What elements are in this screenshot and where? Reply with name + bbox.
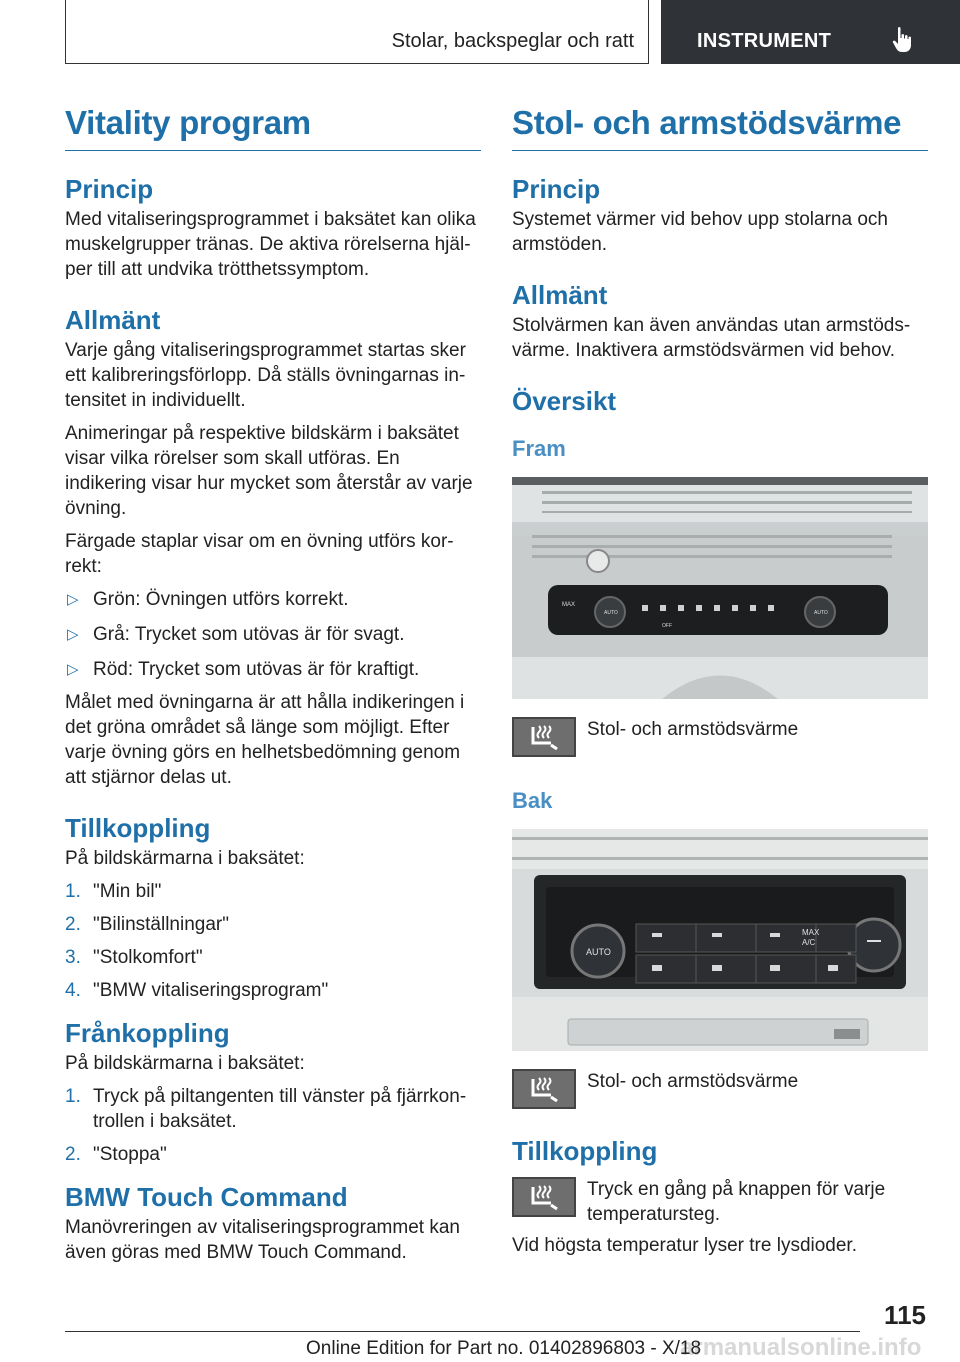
- tillkoppling-heading: Tillkoppling: [512, 1136, 658, 1166]
- triangle-bullet-icon: ▷: [67, 661, 79, 678]
- list-item: 3. "Stolkomfort": [65, 947, 203, 968]
- touch-command-text: Manövreringen av vitaliseringsprogrammet kan även göras med BMW Touch Command.: [65, 1217, 460, 1263]
- bak-heading: Bak: [512, 788, 553, 813]
- allmant-text: Stolvärmen kan även användas utan armstödsvärme. Inaktivera armstödsvärmen vid behov.: [512, 315, 911, 361]
- list-item: 1. Tryck på piltangenten till vänster på fjärrkontrollen i baksätet.: [65, 1086, 467, 1132]
- allmant-paragraph-2: Animeringar på respektive bildskärm i baksätet visar vilka rörelser som skall utföras. En indikering visar hur mycket som återstår av varje övning.: [65, 423, 473, 519]
- oversikt-heading: Översikt: [512, 386, 617, 416]
- front-climate-panel-photo: [512, 477, 928, 699]
- svg-text:AUTO: AUTO: [814, 610, 828, 616]
- svg-text:MAX: MAX: [802, 928, 820, 937]
- tillkoppling-caption-row: [512, 1177, 928, 1227]
- section-tab: [65, 0, 649, 64]
- list-item: 4. "BMW vitaliseringsprogram": [65, 980, 329, 1001]
- watermark: armanualsonline.info: [680, 1334, 922, 1361]
- left-column: [65, 100, 481, 1265]
- edition-text: Online Edition for Part no. 01402896803 - X/18: [306, 1338, 702, 1359]
- princip-text: Med vitaliseringsprogrammet i baksätet kan olika muskelgrupper tränas. De aktiva rörelserna hjälper till att undvika trötthetssymptom.: [65, 209, 476, 280]
- seat-heating-title: Stol- och armstödsvärme: [512, 100, 928, 151]
- list-item: ▷ Röd: Trycket som utövas är för kraftigt.: [67, 659, 420, 680]
- allmant-paragraph-1: Varje gång vitaliseringsprogrammet startas sker ett kalibreringsförlopp. Då ställs övningarnas intensitet in individuellt.: [65, 340, 466, 411]
- list-item: ▷ Grön: Övningen utförs korrekt.: [67, 589, 349, 610]
- footer-divider: [65, 1331, 860, 1332]
- triangle-bullet-icon: ▷: [67, 626, 79, 643]
- pointing-hand-icon: [891, 26, 915, 54]
- section-title: Stolar, backspeglar och ratt: [391, 30, 634, 52]
- rear-climate-panel-photo: [512, 829, 928, 1051]
- svg-text:MAX: MAX: [562, 602, 576, 608]
- princip-heading: Princip: [65, 174, 154, 204]
- tillkoppling-heading: Tillkoppling: [65, 813, 211, 843]
- tillkoppling-intro: På bildskärmarna i baksätet:: [65, 848, 305, 869]
- color-bar-list: [65, 587, 481, 682]
- tillkoppling-steps: [65, 879, 481, 1003]
- fram-caption: Stol- och armstödsvärme: [587, 719, 799, 740]
- princip-text: Systemet värmer vid behov upp stolarna och armstöden.: [512, 209, 888, 255]
- touch-command-heading: BMW Touch Command: [65, 1182, 348, 1212]
- list-item: 2. "Stoppa": [65, 1144, 167, 1165]
- list-item: ▷ Grå: Trycket som utövas är för svagt.: [67, 624, 405, 645]
- vitality-title: Vitality program: [65, 100, 481, 151]
- right-column: [512, 100, 928, 1258]
- seat-heating-icon: [512, 1069, 576, 1109]
- page-number: 115: [884, 1300, 926, 1330]
- princip-heading: Princip: [512, 174, 601, 204]
- allmant-heading: Allmänt: [512, 280, 608, 310]
- svg-text:A/C: A/C: [802, 938, 816, 947]
- fram-caption-row: [512, 717, 928, 757]
- allmant-paragraph-4: Målet med övningarna är att hålla indikeringen i det gröna området så länge som möjligt. Efter varje övning görs en helhetsbedömning genom att stjärnor delas ut.: [65, 692, 465, 788]
- allmant-heading: Allmänt: [65, 305, 161, 335]
- svg-text:AUTO: AUTO: [586, 947, 611, 957]
- tillkoppling-caption: Tryck en gång på knappen för varje temperatursteg.: [587, 1179, 886, 1225]
- seat-heating-icon: [512, 1177, 576, 1217]
- list-item: 2. "Bilinställningar": [65, 914, 229, 935]
- fram-heading: Fram: [512, 436, 566, 461]
- list-item: 1. "Min bil": [65, 881, 162, 902]
- svg-text:AUTO: AUTO: [604, 610, 618, 616]
- triangle-bullet-icon: ▷: [67, 591, 79, 608]
- allmant-paragraph-3: Färgade staplar visar om en övning utförs korrekt:: [65, 531, 454, 577]
- bak-caption: Stol- och armstödsvärme: [587, 1071, 799, 1092]
- tillkoppling-text: Vid högsta temperatur lyser tre lysdioder.: [512, 1235, 857, 1256]
- svg-text:OFF: OFF: [662, 623, 672, 629]
- frankoppling-steps: [65, 1084, 481, 1167]
- chapter-tab: [661, 0, 960, 64]
- frankoppling-intro: På bildskärmarna i baksätet:: [65, 1053, 305, 1074]
- seat-heating-icon: [512, 717, 576, 757]
- chapter-title: INSTRUMENT: [697, 30, 832, 52]
- frankoppling-heading: Frånkoppling: [65, 1018, 230, 1048]
- page-header: [65, 0, 960, 64]
- bak-caption-row: [512, 1069, 928, 1109]
